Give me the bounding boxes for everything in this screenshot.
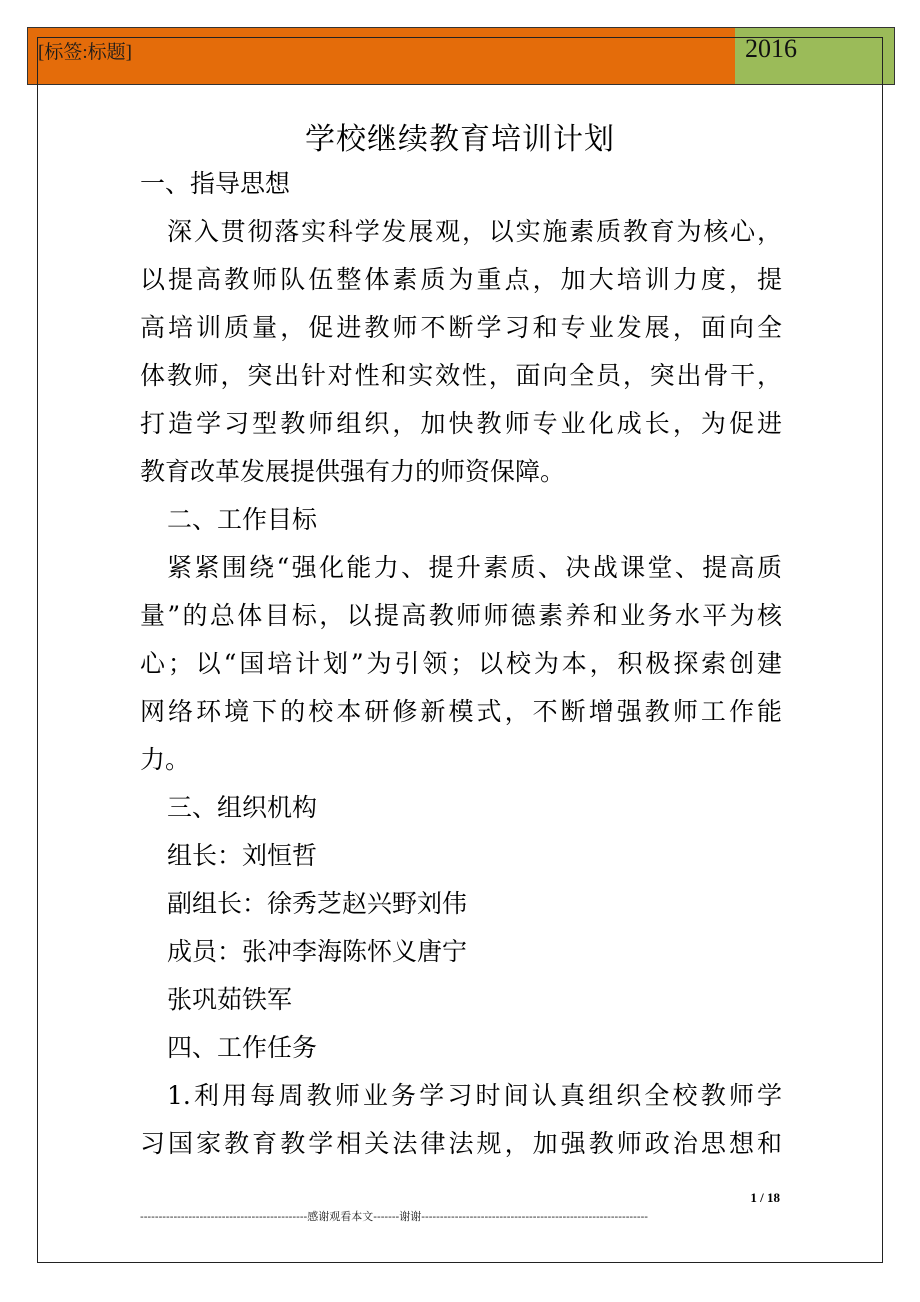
text-line: 以提高教师队伍整体素质为重点，加大培训力度，提 bbox=[140, 265, 782, 294]
text-line: 副组长：徐秀芝赵兴野刘伟 bbox=[167, 889, 468, 918]
text-line: 深入贯彻落实科学发展观，以实施素质教育为核心， bbox=[167, 217, 782, 246]
text-line: 体教师，突出针对性和实效性，面向全员，突出骨干， bbox=[140, 361, 782, 390]
text-line: 四、工作任务 bbox=[167, 1033, 318, 1062]
header-tag: [标签:标题] bbox=[38, 42, 132, 63]
text-line: 成员：张冲李海陈怀义唐宁 bbox=[167, 937, 468, 966]
text-line: 量”的总体目标，以提高教师师德素养和业务水平为核 bbox=[140, 601, 782, 630]
text-line: 心；以“国培计划”为引领；以校为本，积极探索创建 bbox=[140, 649, 782, 678]
text-line: 一、指导思想 bbox=[140, 169, 291, 198]
text-line: 教育改革发展提供强有力的师资保障。 bbox=[140, 457, 566, 486]
document-title: 学校继续教育培训计划 bbox=[305, 122, 615, 157]
text-line: 张巩茹铁军 bbox=[167, 985, 293, 1014]
text-line: 三、组织机构 bbox=[167, 793, 318, 822]
text-line: 组长：刘恒哲 bbox=[167, 841, 318, 870]
page-number: 1 / 18 bbox=[750, 1190, 780, 1205]
text-line: 习国家教育教学相关法律法规，加强教师政治思想和 bbox=[140, 1129, 782, 1158]
document-body bbox=[140, 160, 782, 1168]
text-line: 高培训质量，促进教师不断学习和专业发展，面向全 bbox=[140, 313, 782, 342]
footer-note: ---------------------------------------------感谢观看本文-------谢谢------------------------------------------------------------- bbox=[140, 1210, 648, 1223]
text-line: 1.利用每周教师业务学习时间认真组织全校教师学 bbox=[167, 1081, 782, 1110]
text-line: 紧紧围绕“强化能力、提升素质、决战课堂、提高质 bbox=[167, 553, 782, 582]
text-line: 打造学习型教师组织，加快教师专业化成长，为促进 bbox=[140, 409, 782, 438]
text-line: 力。 bbox=[140, 745, 191, 774]
header-year: 2016 bbox=[745, 34, 797, 63]
text-line: 二、工作目标 bbox=[167, 505, 318, 534]
text-line: 网络环境下的校本研修新模式，不断增强教师工作能 bbox=[140, 697, 782, 726]
